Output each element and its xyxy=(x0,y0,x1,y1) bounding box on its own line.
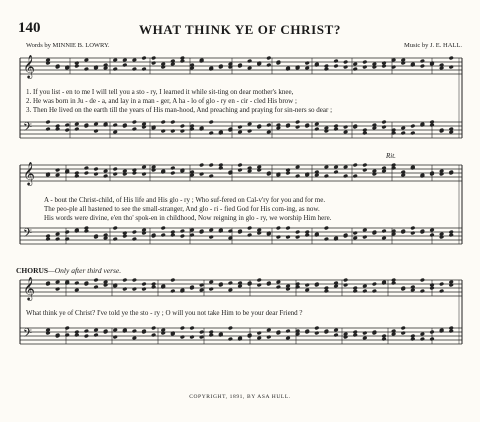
svg-text:𝄞: 𝄞 xyxy=(23,54,35,78)
verse-2-line-2: The peo-ple all hastened to see the small-stranger, And glo - ri - fied God for His com-ing, as now. xyxy=(44,205,320,213)
verse-1-line-1: 1. If you list - en to me I will tell you a sto - ry, I learned it while sit-ting on dear mother's knee, xyxy=(26,88,294,96)
chorus-label xyxy=(16,266,121,275)
verse-2-line-1: 2. He was born in Ju - de - a, and lay in a man - ger, A ha - lo of glo - ry en - cir - cled His brow ; xyxy=(26,97,297,105)
chorus-note: —Only after third verse. xyxy=(48,266,122,275)
hymn-title: WHAT THINK YE OF CHRIST? xyxy=(139,22,341,37)
chorus-title: CHORUS xyxy=(16,266,49,275)
svg-text:𝄢: 𝄢 xyxy=(23,327,33,343)
verse-3-line-1: 3. Then He lived on the earth till the years of His man-hood, And preaching and praying for sin-ners so dear ; xyxy=(26,106,333,114)
words-credit: Words by MINNIE B. LOWRY. xyxy=(26,42,110,49)
copyright: COPYRIGHT, 1891, BY ASA HULL. xyxy=(189,394,291,400)
chorus-lyric: What think ye of Christ? I've told ye the sto - ry ; O will you not take Him to be your dear Friend ? xyxy=(26,309,303,317)
svg-text:𝄢: 𝄢 xyxy=(23,227,33,243)
verse-1-line-2: A - bout the Christ-child, of His life and His glo - ry ; Who suf-fered on Cal-v'ry for you and for me. xyxy=(44,196,326,204)
svg-text:𝄞: 𝄞 xyxy=(23,276,35,300)
rit-marking: Rit. xyxy=(386,152,396,160)
music-credit: Music by J. E. HALL. xyxy=(404,42,462,49)
page-number: 140 xyxy=(18,20,41,36)
verse-3-line-2: His words were divine, e'en tho' spok-en in childhood, Now reigning in glo - ry, we worship Him here. xyxy=(44,214,332,222)
svg-text:𝄞: 𝄞 xyxy=(23,161,35,185)
svg-text:𝄢: 𝄢 xyxy=(23,121,33,137)
